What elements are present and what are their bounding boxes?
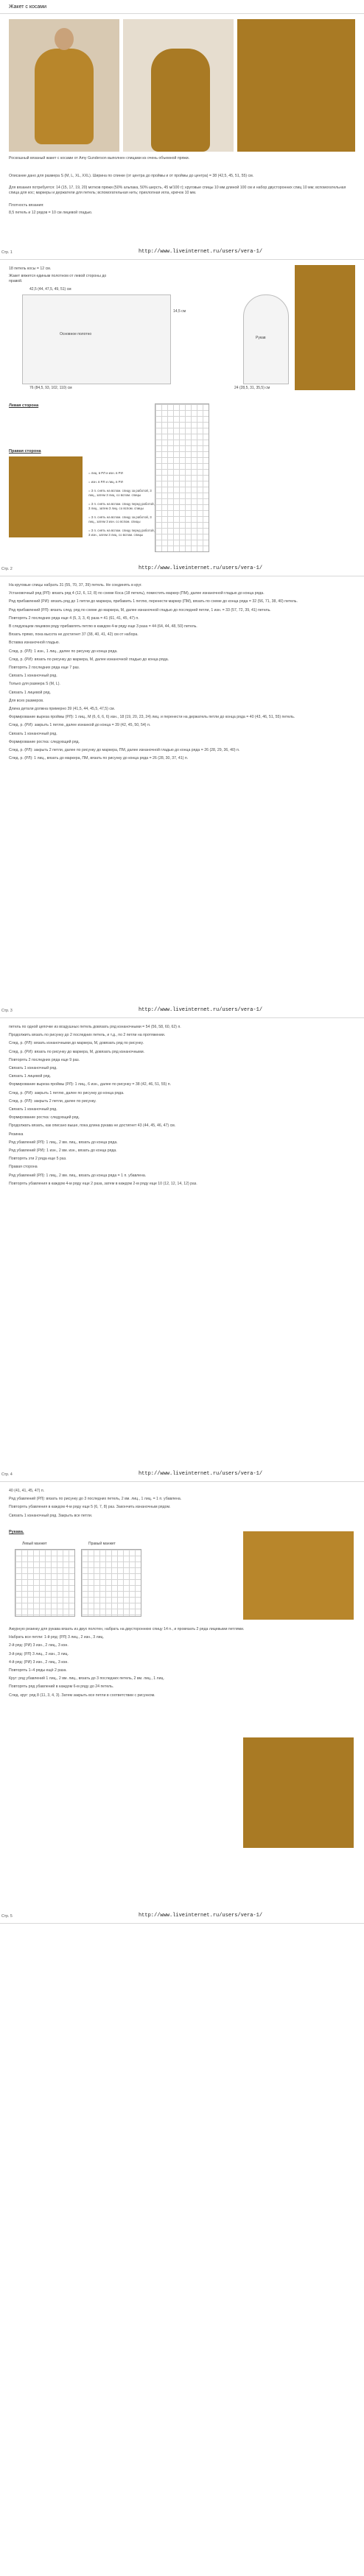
page-title: Жакет с косами (9, 4, 46, 10)
p2-para-20: След. р. (РЛ): закрыть 2 петли, далее по рисунку до маркера, ПМ, далее изнаночной гладью до конца ряда = 26 (28, 29, 36, 40) п. (9, 748, 240, 753)
sleeve-chart-right (81, 1549, 141, 1617)
p3-para-7: Формирование выреза проймы (РЛ): 1 лиц., 6 изн., далее по рисунку = 38 (42, 46, 51, 55) п. (9, 1082, 171, 1087)
photo-closeup (237, 19, 355, 152)
p4-para-1: Ряд убавлений (РЛ): вязать по рисунку до 3 последних петель, 2 вм. лиц., 1 лиц. = 1 п. убавлена. (9, 1497, 182, 1502)
p1-bottom: 18 петель косы = 12 см. (9, 267, 52, 271)
page-url-3: http://www.liveinternet.ru/users/vera-1/ (139, 1007, 263, 1013)
sleeve-chart-right-label: Правый манжет (88, 1542, 116, 1546)
p5-para-7: Повторять ряд убавлений в каждом 6-м ряду до 24 петель. (9, 1684, 114, 1690)
p3-para-12: Продолжать вязать, как описано выше, пока длина рукава не достигнет 43 (44, 45, 46, 47) см. (9, 1123, 176, 1129)
p3-block (9, 1025, 355, 1190)
chart-right-title: Правая сторона (9, 449, 41, 454)
sleeve-title: Рукава. (9, 1530, 24, 1534)
schema-sleeve-label: Рукав (256, 336, 266, 340)
intro-1: Описание дано для размера S (M, L, XL, XXL). Ширина по спинке (от центра до проймы и от проймы до центра) = 38 (42,5, 45, 51, 55) см. (9, 174, 254, 178)
p2-para-12: Только для размера S (M, L). (9, 682, 60, 687)
p2-para-17: След. р. (РИ): закрыть 1 петлю, далее изнанкой до конца = 39 (42, 45, 50, 54) п. (9, 723, 151, 728)
intro-3: Плотность вязания: (9, 203, 44, 208)
sweater-shape-2 (151, 49, 210, 152)
p3-para-13: Резинка (9, 1132, 24, 1137)
p3-para-17: Правая сторона (9, 1165, 38, 1170)
p5-block (9, 1627, 355, 1701)
p3-para-8: След. р. (РИ): закрыть 1 петлю, далее по рисунку до конца ряда. (9, 1090, 125, 1095)
p2-para-13: Связать 1 лицевой ряд. (9, 690, 51, 695)
photo-detail-side (295, 265, 355, 390)
p2-para-21: След. р. (РЛ): 1 лиц., вязать до маркера, ПМ, вязать по рисунку до конца ряда = 26 (28, 30, 37, 41) п. (9, 756, 189, 761)
page-url-2: http://www.liveinternet.ru/users/vera-1/ (139, 565, 263, 571)
p2-para-8: След. р. (РЛ): 1 изн., 1 лиц., далее по рисунку до конца ряда. (9, 649, 118, 654)
page-url-1: http://www.liveinternet.ru/users/vera-1/ (139, 249, 263, 255)
p2-para-18: Связать 1 изнаночный ряд. (9, 731, 57, 736)
p5-para-1: Набрать все петли: 1-й ряд: (РЛ) 3 лиц., 2 изн., 3 лиц. (9, 1635, 104, 1640)
page-num-5: Стр. 5 (1, 1914, 13, 1919)
p2-para-5: В следующем лицевом ряду прибавлять петлю в каждом 4-м ряду еще 3 раза = 44 (64, 44, 48, 50) петель. (9, 624, 197, 629)
p3-para-14: Ряд убавлений (РЛ): 1 лиц., 2 вм. лиц., вязать до конца ряда. (9, 1140, 118, 1145)
intro-0: Роскошный вязаный жакет с косами от Amy Gunderson выполнен спицами из очень объемной пряжи. (9, 156, 190, 160)
p2-para-0: На круговые спицы набрать 31 (55, 70, 37, 39) петель. Не соединять в круг. (9, 583, 142, 587)
divider-3 (0, 1017, 364, 1018)
p2-para-15: Длина детали должна примерно 39 (41,5, 44, 45,5, 47,5) см. (9, 707, 115, 712)
legend-2: = 3 п. снять на вспом. спицу за работой, 3 лиц., затем 3 лиц. со вспом. спицы (88, 489, 152, 497)
p3-para-0: петель по одной цепочке из воздушных петель довязать ряд изнаночными = 54 (56, 58, 60, 62) п. (9, 1025, 181, 1029)
p2-para-11: Связать 1 изнаночный ряд. (9, 674, 57, 679)
page-num-2: Стр. 2 (1, 567, 13, 571)
p2-para-1: Установочный ряд (РЛ): вязать ряд 4 (12, 6, 12, 8) по схеме Коса (18 петель), поместить маркер (ПМ), далее изнаночной гладью до конца ряда. (9, 591, 265, 596)
page-url-4: http://www.liveinternet.ru/users/vera-1/ (139, 1471, 263, 1477)
sleeve-chart-left-label: Левый манжет (22, 1542, 47, 1546)
divider-1 (0, 259, 364, 260)
title-divider (0, 13, 364, 14)
p4-para-0: 40 (41, 41, 45, 47) п. (9, 1489, 45, 1493)
photo-back-view (243, 1737, 354, 1848)
page-num-1: Стр. 1 (1, 250, 13, 255)
p2-para-6: Вязать прямо, пока высота не достигнет 37 (38, 40, 41, 42) см от набора. (9, 632, 139, 638)
chart-left-title: Левая сторона (9, 403, 39, 408)
p2-para-4: Повторять 2 последних ряда еще 4 (5, 3, 3, 4) раза = 41 (61, 41, 45, 47) п. (9, 615, 139, 621)
page-num-4: Стр. 4 (1, 1472, 13, 1477)
p3-para-11: Формирование ростка: следующий ряд. (9, 1115, 80, 1121)
p2-para-7: Вставка изнаночной гладью. (9, 641, 60, 646)
page-num-3: Стр. 3 (1, 1009, 13, 1013)
p5-para-4: 4-й ряд: (РИ) 3 изн., 2 лиц., 3 изн. (9, 1659, 69, 1665)
photo-model-front (9, 19, 119, 152)
page-url-5: http://www.liveinternet.ru/users/vera-1/ (139, 1913, 263, 1919)
p5-para-3: 3-й ряд: (РЛ) 3 лиц., 2 изн., 3 лиц. (9, 1651, 69, 1656)
schema-side-label: 14,5 см (173, 309, 186, 314)
p3-para-19: Повторять убавления в каждом 4-м ряду еще 2 раза, затем в каждом 2-м ряду еще 10 (12, 12, 14, 12) раз. (9, 1181, 197, 1186)
p2-para-16: Формирование выреза проймы (РЛ): 1 лиц., М (6, 6, 6, 6) изн., 18 (19, 20, 23, 24) лиц. и перенести на держатель петли до конца ряда = 40 (43, 46, 51, 55) петель. (9, 715, 295, 720)
p3-para-6: Связать 1 лицевой ряд. (9, 1074, 51, 1079)
p3-para-1: Продолжить вязать по рисунку до 2 последних петель, и т.д., по 2 петли на протяжении. (9, 1033, 166, 1038)
p3-para-10: Связать 1 изнаночный ряд. (9, 1107, 57, 1112)
photo-cardigan-detail (9, 456, 83, 537)
p4-para-2: Повторять убавления в каждом 4-м ряду еще 5 (6, 7, 8) раз. Закончить изнаночным рядом. (9, 1505, 171, 1510)
sleeve-chart-left (15, 1549, 75, 1617)
p4-block (9, 1489, 355, 1522)
model-head (55, 28, 74, 50)
p3-para-2: След. р. (РЛ): вязать изнаночными до маркера, М, довязать ряд по рисунку. (9, 1041, 144, 1046)
p3-para-3: След. р. (РИ): вязать по рисунку до маркера, М, довязать ряд изнаночными. (9, 1049, 145, 1054)
p1-bottom-2: Жакет вяжется единым полотном от левой стороны до правой. (9, 274, 107, 284)
schema-body (22, 294, 171, 384)
p5-para-0: Ажурную резинку для рукава вязать из двух полотен, набрать на двустороннюю спицу 14 п., и провязать 2 ряда лицевыми петлями. (9, 1627, 245, 1631)
photo-sleeve-detail (243, 1531, 354, 1620)
p2-para-14: Для всех размеров. (9, 698, 44, 703)
p4-para-3: Связать 1 изнаночный ряд. Закрыть все петли. (9, 1513, 93, 1518)
legend-5: = 3 п. снять на вспом. спицу перед работой, 3 изн., затем 3 лиц. со вспом. спицы (88, 529, 155, 537)
p3-para-9: След. р. (РЛ): закрыть 2 петли, далее по рисунку. (9, 1098, 97, 1104)
p2-para-3: Ряд прибавлений (РЛ): вязать след. ряд по схеме до маркера, М, далее изнаночной гладью до последней петли, 1 изн. = 33 (57, 72, 39, 41) петель. (9, 607, 271, 613)
legend-4: = 3 п. снять на вспом. спицу за работой, 3 лиц., затем 3 изн. со вспом. спицы (88, 515, 152, 523)
legend-3: = 3 п. снять на вспом. спицу перед работой, 3 лиц., затем 3 лиц. со вспом. спицы (88, 502, 155, 510)
p3-para-18: Ряд убавлений (РЛ): 1 лиц., 2 вм. лиц., вязать до конца ряда = 1 п. убавлена. (9, 1173, 147, 1178)
p5-para-6: Круг: ряд убавлений 1 лиц., 2 вм. лиц., вязать до 3 последних петель, 2 вм. лиц., 1 лиц. (9, 1676, 164, 1682)
schema-body-label: Основное полотно (60, 332, 92, 336)
p3-para-16: Повторять эти 2 ряда еще 5 раз. (9, 1157, 67, 1162)
p2-para-9: След. р. (РИ): вязать по рисунку до маркера, М, далее изнаночной гладью до конца ряда. (9, 657, 169, 662)
p2-para-19: Формирование ростка: следующий ряд. (9, 739, 80, 744)
divider-5 (0, 1923, 364, 1924)
legend-0: = лиц. в РЛ и изн. в РИ (88, 471, 123, 475)
p3-para-5: Связать 1 изнаночный ряд. (9, 1066, 57, 1071)
p3-para-15: Ряд убавлений (РИ): 1 изн., 2 вм. изн., вязать до конца ряда. (9, 1148, 117, 1154)
p3-para-4: Повторять 2 последних ряда еще 9 раз. (9, 1057, 80, 1062)
sweater-shape (35, 49, 94, 144)
p2-para-10: Повторять 2 последних ряда еще 7 раз. (9, 666, 80, 671)
p2-block (9, 583, 355, 764)
p5-para-5: Повторять 1–4 ряды ещё 2 раза. (9, 1668, 67, 1673)
photo-model-pose (123, 19, 234, 152)
schema-sleeve (243, 294, 289, 384)
p5-para-8: След. круг: ряд 8 (11, 3, 4, 3). Затем закрыть все петли в соответствии с рисунком. (9, 1693, 155, 1698)
cable-chart-left (155, 403, 209, 552)
legend-1: = изн. в РЛ и лиц. в РИ (88, 480, 123, 484)
schema-bottom-body: 76 (84,5, 93, 102, 110) см (29, 386, 72, 390)
intro-2: Для вязания потребуется: 14 (15, 17, 19, 20) мотков пряжи (50% альпака, 50% шерсть, 45 м/100 г); круговые спицы 10 мм длиной 100 см и набор двусторонних спиц 10 мм; вспомогательная спица для кос; маркеры и держатели для петель; вспомогательная нить; прихлопная игла, крючок 10 мм. (9, 186, 346, 196)
p5-para-2: 2-й ряд: (РИ) 3 изн., 2 лиц., 3 изн. (9, 1643, 69, 1648)
p2-para-2: Ряд прибавлений (РИ): вязать ряд до 1 петли до маркера, прибавить 1 петлю, перенести маркер (ПМ), вязать по схеме до конца ряда = 32 (56, 71, 38, 40) петель. (9, 599, 298, 604)
schema-top-label: 42,5 (44, 47,5, 49, 51) см (29, 287, 71, 292)
divider-4 (0, 1481, 364, 1482)
intro-4: 8,5 петель и 12 рядов = 10 см лицевой гладью. (9, 211, 93, 215)
schema-bottom-sleeve: 24 (28,5, 31, 35,5) см (234, 386, 270, 390)
